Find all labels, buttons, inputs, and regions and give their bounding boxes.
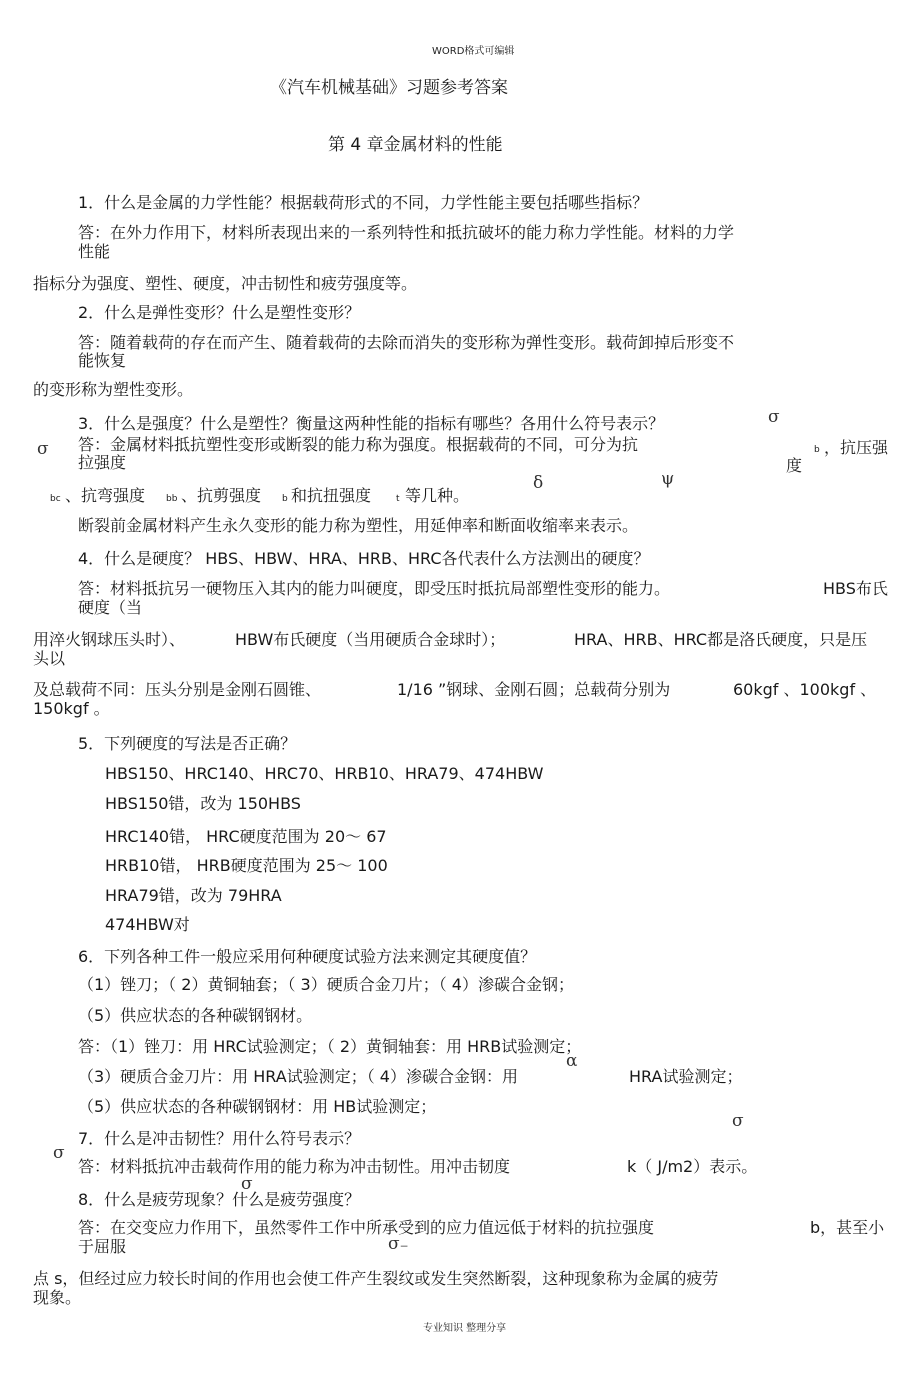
subscript: b [282, 494, 288, 504]
subscript: t [396, 494, 400, 504]
answer-8-line: b，甚至小 [810, 1218, 885, 1237]
answer-5-line: HBS150错，改为 150HBS [105, 794, 301, 813]
question-3: 3．什么是强度？什么是塑性？衡量这两种性能的指标有哪些？各用什么符号表示？ [78, 414, 665, 433]
answer-3-line: 拉强度 [78, 453, 127, 472]
question-5: 5．下列硬度的写法是否正确？ [78, 734, 297, 753]
answer-8-line: 于屈服 [78, 1237, 127, 1256]
answer-4-line: 硬度（当 [78, 598, 143, 617]
question-8: 8．什么是疲劳现象？什么是疲劳强度？ [78, 1190, 361, 1209]
answer-7-line: 答：材料抵抗冲击载荷作用的能力称为冲击韧性。用冲击韧度 [78, 1157, 511, 1176]
answer-3-line: 和抗扭强度 [291, 486, 372, 505]
sigma-symbol: σ [37, 439, 49, 459]
answer-4-line: 答：材料抵抗另一硬物压入其内的能力叫硬度，即受压时抵抗局部塑性变形的能力。 [78, 579, 671, 598]
subscript: bb [166, 494, 178, 504]
answer-3-line: 等几种。 [405, 486, 470, 505]
subscript: b [814, 445, 820, 455]
answer-5-line: HBS150、HRC140、HRC70、HRB10、HRA79、474HBW [105, 764, 544, 783]
answer-3-line: 、抗弯强度 [65, 486, 146, 505]
answer-4-line: 1/16 ”钢球、金刚石圆；总载荷分别为 [397, 680, 671, 699]
answer-2-line: 的变形称为塑性变形。 [33, 380, 194, 399]
answer-1-line: 性能 [78, 242, 111, 261]
answer-4-line: 用淬火钢球压头时）、 [33, 630, 186, 649]
answer-3-line: 度 [786, 456, 803, 475]
answer-4-line: HBS布氏 [823, 579, 888, 598]
sigma-minus-1-symbol: σ₋ [388, 1234, 409, 1254]
answer-6-line: 答：（1）锉刀：用 HRC试验测定；（ 2）黄铜轴套：用 HRB试验测定； [78, 1037, 582, 1056]
answer-3-line: ，抗压强 [824, 438, 889, 457]
sigma-symbol: σ [768, 407, 780, 427]
sigma-symbol: σ [53, 1143, 65, 1163]
answer-5-line: HRA79错，改为 79HRA [105, 886, 282, 905]
answer-4-line: 及总载荷不同：压头分别是金刚石圆锥、 [33, 680, 322, 699]
answer-7-line: k（ J/m2）表示。 [627, 1157, 758, 1176]
sigma-symbol: σ [241, 1174, 253, 1194]
question-6-line: （5）供应状态的各种碳钢钢材。 [78, 1006, 313, 1025]
answer-3-line: 答：金属材料抵抗塑性变形或断裂的能力称为强度。根据载荷的不同，可分为抗 [78, 435, 639, 454]
chapter-title: 第 4 章金属材料的性能 [328, 135, 503, 155]
answer-3-line: 断裂前金属材料产生永久变形的能力称为塑性，用延伸率和断面收缩率来表示。 [78, 516, 639, 535]
document-title: 《汽车机械基础》习题参考答案 [270, 78, 508, 98]
question-7: 7．什么是冲击韧性？用什么符号表示？ [78, 1129, 361, 1148]
answer-5-line: HRB10错， HRB硬度范围为 25～ 100 [105, 856, 388, 875]
answer-6-line: HRA试验测定； [629, 1067, 743, 1086]
delta-symbol: δ [533, 473, 544, 493]
sigma-symbol: σ [732, 1111, 744, 1131]
answer-4-line: 头以 [33, 649, 66, 668]
page-header: WORD格式可编辑 [432, 46, 515, 57]
answer-8-line: 现象。 [33, 1288, 82, 1307]
answer-3-line: 、抗剪强度 [181, 486, 262, 505]
answer-6-line: （3）硬质合金刀片：用 HRA试验测定；（ 4）渗碳合金钢：用 [78, 1067, 518, 1086]
question-6-line: （1）锉刀；（ 2）黄铜轴套；（ 3）硬质合金刀片；（ 4）渗碳合金钢； [78, 975, 574, 994]
question-4: 4．什么是硬度？ HBS、HBW、HRA、HRB、HRC各代表什么方法测出的硬度？ [78, 549, 650, 568]
answer-8-line: 点 s，但经过应力较长时间的作用也会使工件产生裂纹或发生突然断裂，这种现象称为金属的疲劳 [33, 1269, 719, 1288]
answer-5-line: 474HBW对 [105, 915, 190, 934]
answer-5-line: HRC140错， HRC硬度范围为 20～ 67 [105, 827, 387, 846]
alpha-symbol: α [566, 1051, 578, 1071]
page-footer: 专业知识 整理分享 [423, 1323, 507, 1334]
subscript: bc [50, 494, 61, 504]
question-1: 1．什么是金属的力学性能？根据载荷形式的不同，力学性能主要包括哪些指标？ [78, 193, 649, 212]
answer-8-line: 答：在交变应力作用下，虽然零件工作中所承受到的应力值远低于材料的抗拉强度 [78, 1218, 655, 1237]
question-2: 2．什么是弹性变形？什么是塑性变形？ [78, 303, 361, 322]
answer-4-line: HBW布氏硬度（当用硬质合金球时）； [235, 630, 506, 649]
answer-6-line: （5）供应状态的各种碳钢钢材：用 HB试验测定； [78, 1097, 437, 1116]
answer-2-line: 答：随着载荷的存在而产生、随着载荷的去除而消失的变形称为弹性变形。载荷卸掉后形变不 [78, 333, 735, 352]
answer-4-line: 60kgf 、100kgf 、 [733, 680, 877, 699]
answer-2-line: 能恢复 [78, 351, 127, 370]
question-6: 6．下列各种工件一般应采用何种硬度试验方法来测定其硬度值？ [78, 947, 537, 966]
psi-symbol: ψ [661, 469, 675, 489]
answer-4-line: 150kgf 。 [33, 699, 110, 718]
answer-1-line: 答：在外力作用下，材料所表现出来的一系列特性和抵抗破坏的能力称力学性能。材料的力学 [78, 223, 735, 242]
answer-4-line: HRA、HRB、HRC都是洛氏硬度，只是压 [574, 630, 868, 649]
answer-1-line: 指标分为强度、塑性、硬度，冲击韧性和疲劳强度等。 [33, 274, 418, 293]
